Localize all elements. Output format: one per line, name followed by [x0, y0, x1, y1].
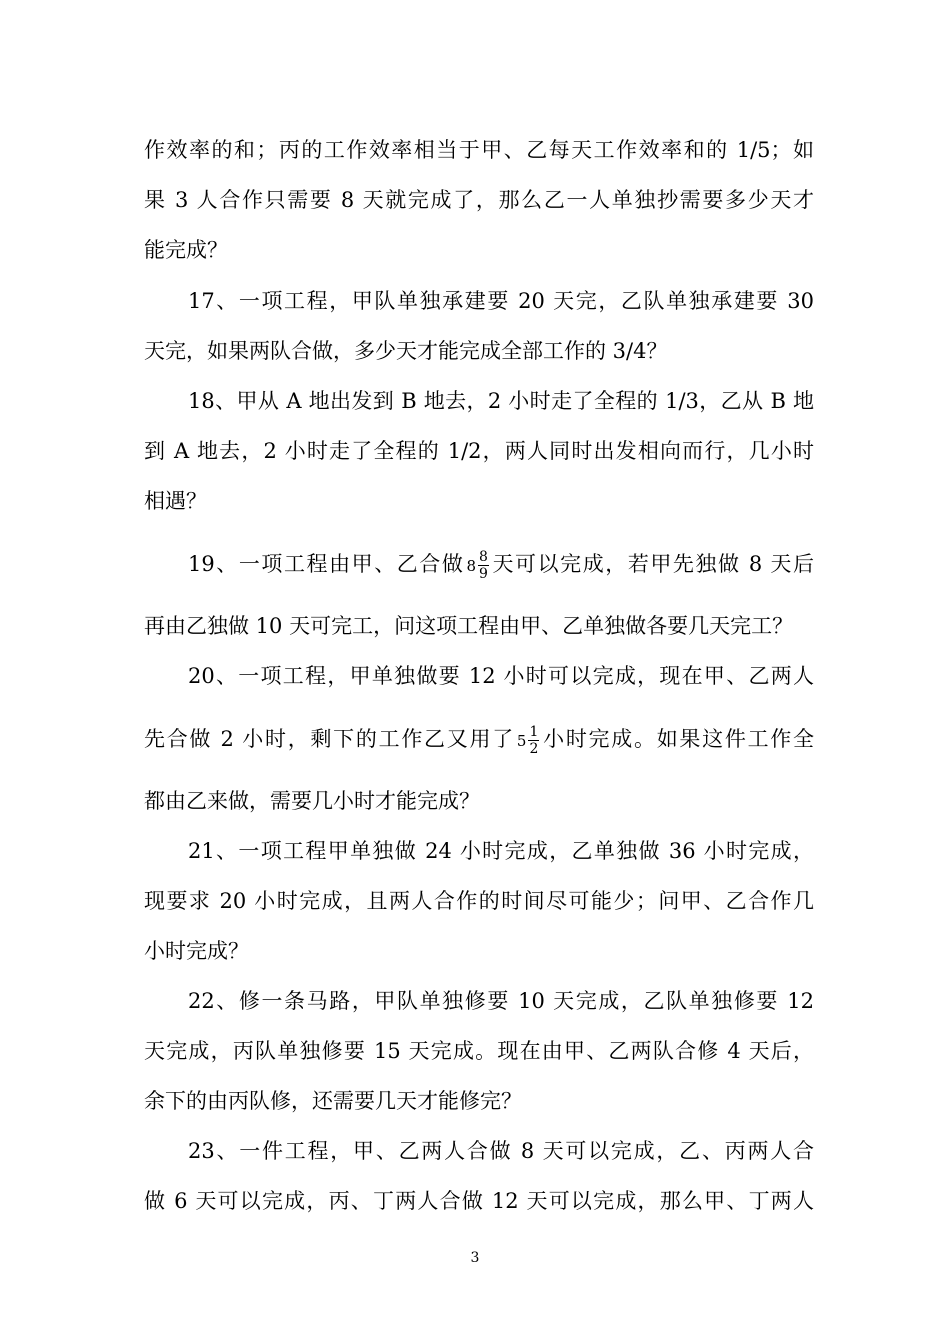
question-20-line [144, 725, 814, 756]
question-21-line: 小时完成？ [144, 939, 249, 963]
fraction-numerator: 8 [478, 549, 488, 565]
fraction-whole: 8 [466, 556, 476, 575]
question-22-line: 余下的由丙队修，还需要几天才能修完？ [144, 1089, 522, 1113]
question-22-line: 天完成，丙队单独修要 15 天完成。现在由甲、乙两队合修 4 天后， [144, 1039, 814, 1063]
question-18-line: 18、甲从 A 地出发到 B 地去，2 小时走了全程的 1/3，乙从 B 地 [188, 389, 814, 413]
question-21-line: 现要求 20 小时完成，且两人合作的时间尽可能少；问甲、乙合作几 [144, 889, 814, 913]
question-20-text: 小时完成。如果这件工作全 [541, 727, 815, 751]
fraction-numerator: 1 [529, 724, 539, 740]
fraction-whole: 5 [516, 731, 527, 750]
mixed-fraction [466, 550, 488, 581]
fraction-denominator: 2 [529, 741, 539, 757]
question-20-line: 都由乙来做，需要几小时才能完成？ [144, 789, 480, 813]
question-18-line: 相遇？ [144, 489, 207, 513]
question-22-line: 22、修一条马路，甲队单独修要 10 天完成，乙队单独修要 12 [188, 989, 814, 1013]
question-20-line: 20、一项工程，甲单独做要 12 小时可以完成，现在甲、乙两人 [188, 664, 814, 688]
question-21-line: 21、一项工程甲单独做 24 小时完成，乙单独做 36 小时完成， [188, 839, 814, 863]
question-19-line: 再由乙独做 10 天可完工，问这项工程由甲、乙单独做各要几天完工？ [144, 614, 794, 638]
page-number: 3 [470, 1250, 480, 1266]
question-18-line: 到 A 地去，2 小时走了全程的 1/2，两人同时出发相向而行，几小时 [144, 439, 814, 463]
question-17-line: 17、一项工程，甲队单独承建要 20 天完，乙队单独承建要 30 [188, 289, 814, 313]
question-19-text: 19、一项工程由甲、乙合做 [188, 552, 465, 576]
fraction-denominator: 9 [478, 566, 488, 582]
text-line: 能完成？ [144, 238, 228, 262]
text-line: 作效率的和；丙的工作效率相当于甲、乙每天工作效率和的 1/5；如 [144, 138, 814, 162]
text-line: 果 3 人合作只需要 8 天就完成了，那么乙一人单独抄需要多少天才 [144, 188, 814, 212]
question-17-line: 天完，如果两队合做，多少天才能完成全部工作的 3/4？ [144, 339, 668, 363]
question-23-line: 23、一件工程，甲、乙两人合做 8 天可以完成，乙、丙两人合 [188, 1139, 814, 1163]
question-19-line [188, 550, 814, 581]
question-20-text: 先合做 2 小时，剩下的工作乙又用了 [144, 727, 515, 751]
question-19-text: 天可以完成，若甲先独做 8 天后 [490, 552, 814, 576]
question-23-line: 做 6 天可以完成，丙、丁两人合做 12 天可以完成，那么甲、丁两人 [144, 1189, 814, 1213]
mixed-fraction [517, 725, 539, 756]
